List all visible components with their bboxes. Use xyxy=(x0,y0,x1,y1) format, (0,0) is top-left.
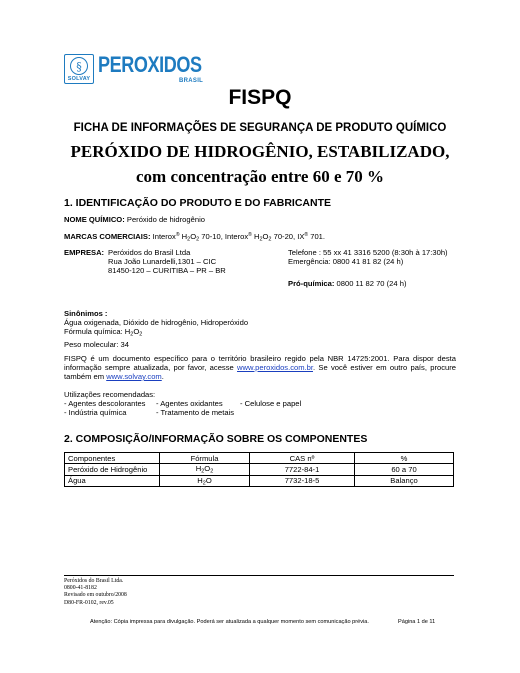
contact-phones xyxy=(288,248,448,266)
component-cas: 7732-18-5 xyxy=(250,475,355,487)
synonyms-block xyxy=(64,309,248,349)
use-item: - Celulose e papel xyxy=(240,399,302,408)
solvay-symbol-icon: § xyxy=(70,57,88,75)
emergency-phone: Emergência: 0800 41 81 82 (24 h) xyxy=(288,257,404,266)
chemical-formula: Fórmula química: $H_2O_2$ xyxy=(64,327,143,338)
chemical-name-value: Peróxido de hidrogênio xyxy=(126,215,205,224)
use-item: - Agentes oxidantes xyxy=(156,399,223,408)
component-formula: $H_2O$ xyxy=(160,475,250,487)
proquimica-phone: 0800 11 82 70 (24 h) xyxy=(334,279,407,288)
recommended-uses-label: Utilizações recomendadas: xyxy=(64,390,156,399)
peroxidos-link[interactable]: www.peroxidos.com.br xyxy=(237,363,313,372)
company-city: 81450-120 – CURITIBA – PR – BR xyxy=(108,266,226,275)
section-1-heading: 1. IDENTIFICAÇÃO DO PRODUTO E DO FABRICANTE xyxy=(64,197,331,209)
footer-company-info xyxy=(64,578,127,607)
component-formula: $H_2O_2$ xyxy=(160,464,250,476)
company-label: EMPRESA: xyxy=(64,248,105,257)
use-item: - Agentes descolorantes xyxy=(64,399,146,408)
product-concentration: com concentração entre 60 e 70 % xyxy=(136,167,384,186)
footer-divider xyxy=(64,575,454,576)
column-header: CAS nº xyxy=(250,453,355,464)
page-number: Página 1 de 11 xyxy=(398,619,436,625)
footer-attention-note: Atenção: Cópia impressa para divulgação. Poderá ser atualizada a qualquer momento sem comunicação prévia. xyxy=(90,619,369,625)
company-street: Rua João Lunardelli,1301 – CIC xyxy=(108,257,217,266)
components-table xyxy=(64,452,454,487)
solvay-link[interactable]: www.solvay.com xyxy=(106,372,162,381)
synonyms-label: Sinônimos : xyxy=(64,309,108,318)
footer-revision: Revisado em outubro/2008 xyxy=(64,592,127,599)
component-percent: Balanço xyxy=(355,475,454,487)
chemical-name-label: NOME QUÍMICO: xyxy=(64,215,125,224)
section-2-heading: 2. COMPOSIÇÃO/INFORMAÇÃO SOBRE OS COMPONENTES xyxy=(64,433,368,445)
use-item: - Tratamento de metais xyxy=(156,408,235,417)
proquimica-row xyxy=(288,279,406,288)
component-name: Água xyxy=(65,475,160,487)
trade-names-value: Interox® $H_2O_2$ 70-10, Interox® $H_2O_2$ 70-20, IX® 701. xyxy=(152,232,325,243)
column-header: Componentes xyxy=(65,453,160,464)
proquimica-label: Pró-química: xyxy=(288,279,335,288)
logo-country: BRASIL xyxy=(179,78,204,84)
table-row xyxy=(65,464,454,476)
info-paragraph: FISPQ é um documento específico para o território brasileiro regido pela NBR 14725:2001. Para dispor desta informação sempre atualizada, por favor, acesse www.peroxidos.com.br. Se você estiver em outro país, procure também em www.solvay.com. xyxy=(64,354,456,381)
column-header: % xyxy=(355,453,454,464)
company-name: Peróxidos do Brasil Ltda xyxy=(108,248,191,257)
trade-names-label: MARCAS COMERCIAIS: xyxy=(64,232,151,241)
document-subtitle: FICHA DE INFORMAÇÕES DE SEGURANÇA DE PRODUTO QUÍMICO xyxy=(73,122,447,134)
component-name: Peróxido de Hidrogênio xyxy=(65,464,160,476)
footer-phone: 0800-41-8182 xyxy=(64,585,97,592)
chemical-name-row xyxy=(64,215,205,224)
logo-brand-name: PEROXIDOS xyxy=(98,52,202,77)
synonyms-value: Água oxigenada, Dióxido de hidrogênio, Hidroperóxido xyxy=(64,318,249,327)
product-name: PERÓXIDO DE HIDROGÊNIO, ESTABILIZADO, xyxy=(70,142,450,161)
footer-company: Peróxidos do Brasil Ltda. xyxy=(64,578,124,584)
component-percent: 60 a 70 xyxy=(355,464,454,476)
component-cas: 7722-84-1 xyxy=(250,464,355,476)
document-title: FISPQ xyxy=(228,86,292,109)
company-logo xyxy=(64,54,208,86)
company-address xyxy=(108,248,226,275)
solvay-emblem xyxy=(64,54,94,84)
table-row xyxy=(65,475,454,487)
use-item: - Indústria química xyxy=(64,408,127,417)
footer-doc-code: D80-FR-0102, rev.05 xyxy=(64,599,114,606)
molecular-weight: Peso molecular: 34 xyxy=(64,339,130,349)
column-header: Fórmula xyxy=(160,453,250,464)
trade-names-row xyxy=(64,231,325,245)
phone-number: Telefone : 55 xx 41 3316 5200 (8:30h à 17:30h) xyxy=(288,248,448,257)
table-header-row xyxy=(65,453,454,464)
logo-parent-name: SOLVAY xyxy=(67,76,91,82)
